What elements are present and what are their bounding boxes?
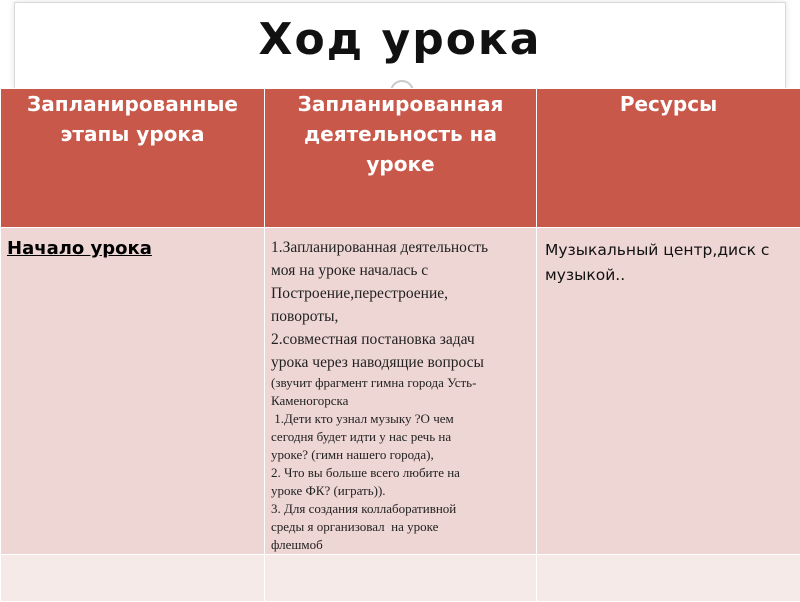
header-stages-text: Запланированные этапы урока [18,89,248,149]
activity-line: среды я организовал на уроке [271,518,530,536]
activity-line: (звучит фрагмент гимна города Усть- [271,374,530,392]
cell-resources [537,228,800,555]
header-activity [265,89,537,228]
activity-line: 2. Что вы больше всего любите на [271,464,530,482]
activity-line: 3. Для создания коллаборативной [271,500,530,518]
page-title: Ход урока [0,14,800,65]
cell-activity [265,228,537,555]
activity-line: 2.совместная постановка задач [271,328,530,351]
cell-stage [1,555,265,602]
cell-activity [265,555,537,602]
activity-line: уроке? (гимн нашего города), [271,446,530,464]
lesson-table [0,88,800,602]
stage-label: Начало урока [1,228,264,259]
resources-text: Музыкальный центр,диск с музыкой.. [537,228,800,288]
activity-line: повороты, [271,305,530,328]
activity-line: моя на уроке началась с [271,259,530,282]
activity-line: сегодня будет идти у нас речь на [271,428,530,446]
cell-stage [1,228,265,555]
table-row [1,555,800,602]
header-resources [537,89,800,228]
activity-line: уроке ФК? (играть)). [271,482,530,500]
activity-line: Построение,перестроение, [271,282,530,305]
header-resources-text: Ресурсы [537,89,800,119]
activity-line: флешмоб [271,536,530,554]
activity-line: Каменогорска [271,392,530,410]
activity-line: 1.Запланированная деятельность [271,236,530,259]
activity-text [265,228,536,554]
table-header-row [1,89,800,228]
activity-line: 1.Дети кто узнал музыку ?О чем [271,410,530,428]
header-activity-text: Запланированная деятельность на уроке [286,89,516,179]
table-row [1,228,800,555]
header-stages [1,89,265,228]
activity-line: урока через наводящие вопросы [271,351,530,374]
cell-resources [537,555,800,602]
